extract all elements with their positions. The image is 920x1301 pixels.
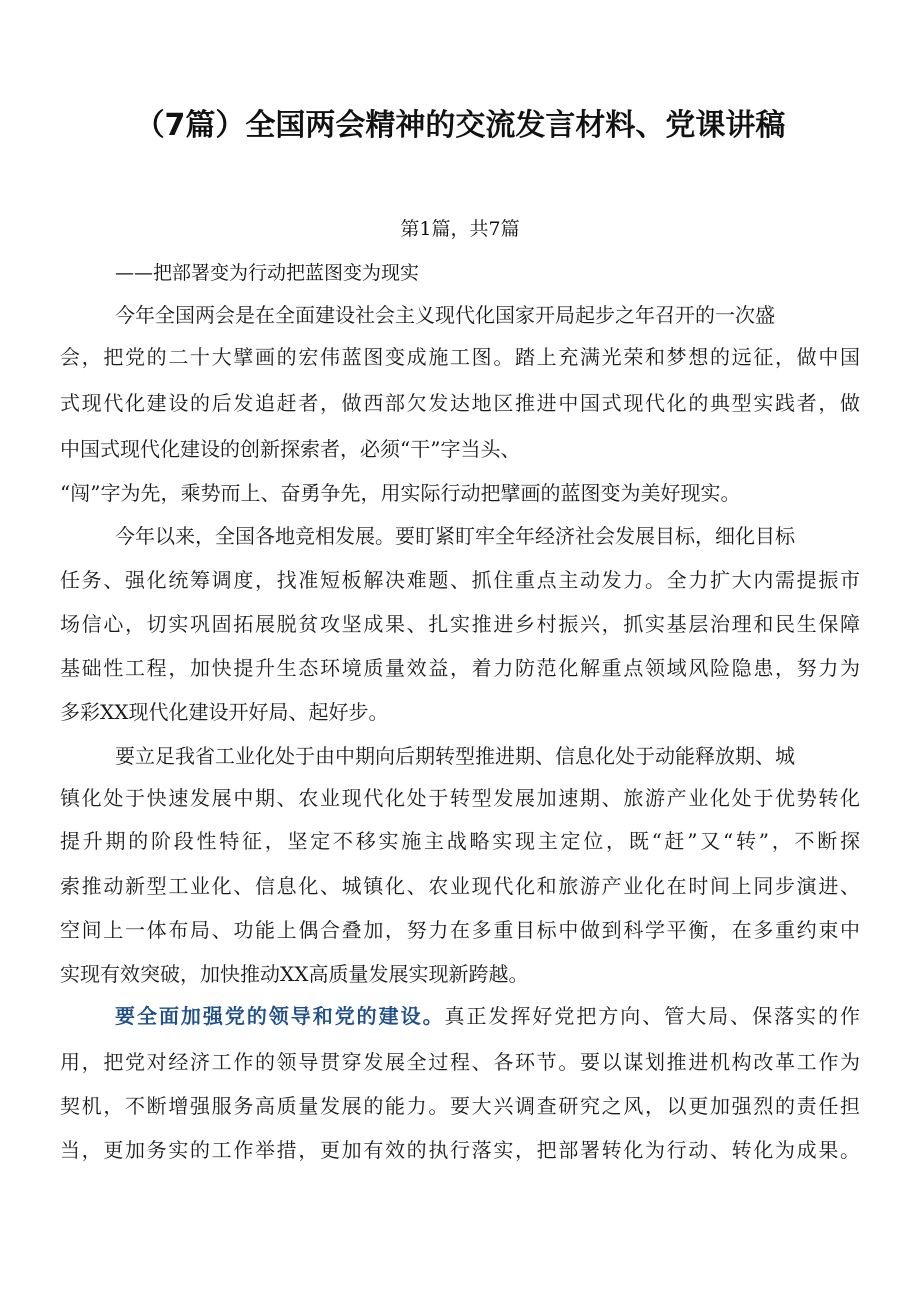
paragraph-2-line-3: 场信心，切实巩固拓展脱贫攻坚成果、扎实推进乡村振兴，抓实基层治理和民生保障 — [60, 612, 860, 636]
paragraph-1-line-3: 式现代化建设的后发追赶者，做西部欠发达地区推进中国式现代化的典型实践者，做 — [60, 391, 860, 415]
paragraph-3-line-1: 要立足我省工业化处于由中期向后期转型推进期、信息化处于动能释放期、城 — [115, 744, 795, 768]
paragraph-4-line-2: 用，把党对经济工作的领导贯穿发展全过程、各环节。要以谋划推进机构改革工作为 — [60, 1050, 860, 1074]
paragraph-4-line-1 — [115, 1004, 860, 1028]
paragraph-3-line-5: 空间上一体布局、功能上偶合叠加，努力在多重目标中做到科学平衡，在多重约束中 — [60, 918, 860, 942]
paragraph-2-line-5: 多彩XX现代化建设开好局、起好步。 — [60, 700, 389, 724]
document-title: （7篇）全国两会精神的交流发言材料、党课讲稿 — [134, 108, 786, 143]
part-label: 第1篇，共7篇 — [400, 218, 520, 240]
subtitle: ——把部署变为行动把蓝图变为现实 — [115, 262, 420, 284]
paragraph-1-line-4: 中国式现代化建设的创新探索者，必须“干”字当头、 — [60, 437, 521, 461]
paragraph-2-line-1: 今年以来，全国各地竞相发展。要盯紧盯牢全年经济社会发展目标，细化目标 — [115, 524, 795, 548]
paragraph-1-line-5: “闯”字为先，乘势而上、奋勇争先，用实际行动把擘画的蓝图变为美好现实。 — [60, 481, 741, 505]
paragraph-4-line-4: 当，更加务实的工作举措，更加有效的执行落实，把部署转化为行动、转化为成果。 — [60, 1138, 860, 1162]
paragraph-1-line-2: 会，把党的二十大擘画的宏伟蓝图变成施工图。踏上充满光荣和梦想的远征，做中国 — [60, 345, 860, 369]
paragraph-4-line-3: 契机，不断增强服务高质量发展的能力。要大兴调查研究之风，以更加强烈的责任担 — [60, 1094, 860, 1118]
paragraph-4-line-1-text: 真正发挥好党把方向、管大局、保落实的作 — [444, 1004, 861, 1028]
paragraph-3-line-4: 索推动新型工业化、信息化、城镇化、农业现代化和旅游产业化在时间上同步演进、 — [60, 874, 860, 898]
paragraph-3-line-6: 实现有效突破，加快推动XX高质量发展实现新跨越。 — [60, 962, 529, 986]
paragraph-3-line-2: 镇化处于快速发展中期、农业现代化处于转型发展加速期、旅游产业化处于优势转化 — [60, 786, 860, 810]
paragraph-1-line-1: 今年全国两会是在全面建设社会主义现代化国家开局起步之年召开的一次盛 — [115, 303, 775, 327]
paragraph-2-line-2: 任务、强化统筹调度，找准短板解决难题、抓住重点主动发力。全力扩大内需提振市 — [60, 568, 860, 592]
section-heading: 要全面加强党的领导和党的建设。 — [115, 1004, 445, 1028]
paragraph-2-line-4: 基础性工程，加快提升生态环境质量效益，着力防范化解重点领域风险隐患，努力为 — [60, 656, 860, 680]
paragraph-3-line-3: 提升期的阶段性特征，坚定不移实施主战略实现主定位，既“赶”又“转”，不断探 — [60, 829, 860, 853]
